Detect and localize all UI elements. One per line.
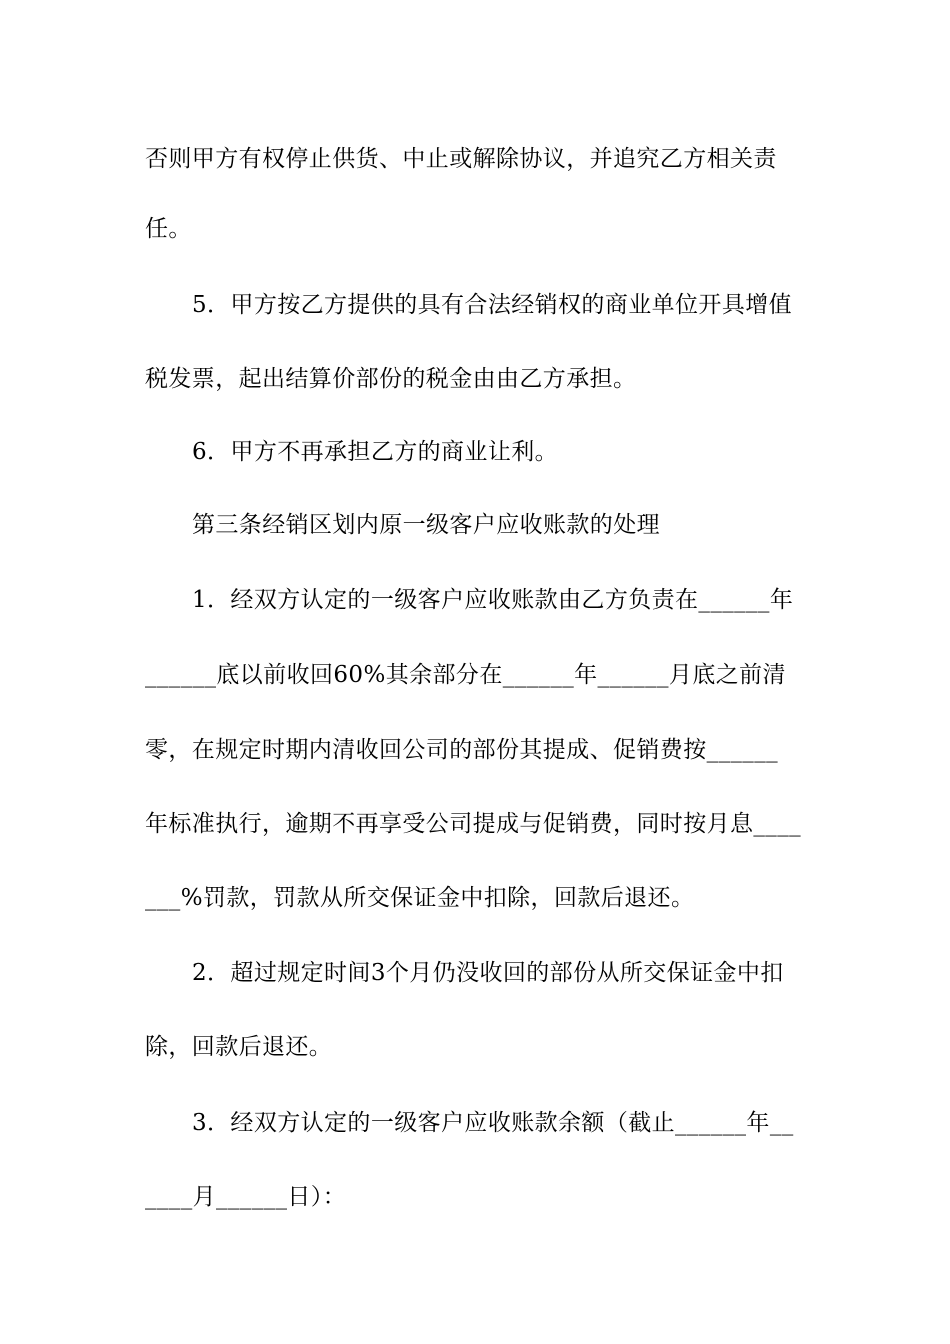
paragraph-line: ____月______日）： (145, 1184, 347, 1210)
paragraph-line: 否则甲方有权停止供货、中止或解除协议，并追究乙方相关责 (145, 146, 777, 172)
paragraph-line: 税发票，起出结算价部份的税金由由乙方承担。 (145, 366, 637, 392)
item-2-line: 2．超过规定时间3个月仍没收回的部份从所交保证金中扣 (192, 960, 784, 986)
article-3-heading: 第三条经销区划内原一级客户应收账款的处理 (192, 512, 660, 538)
clause-6-line: 6．甲方不再承担乙方的商业让利。 (192, 439, 559, 465)
paragraph-line: 除，回款后退还。 (145, 1034, 333, 1060)
paragraph-line: 任。 (145, 216, 192, 242)
paragraph-line: 年标准执行，逾期不再享受公司提成与促销费，同时按月息____ (145, 811, 801, 837)
paragraph-line: ___%罚款，罚款从所交保证金中扣除，回款后退还。 (145, 885, 695, 911)
item-1-line: 1．经双方认定的一级客户应收账款由乙方负责在______年 (192, 587, 794, 613)
paragraph-line: 零，在规定时期内清收回公司的部份其提成、促销费按______ (145, 737, 778, 763)
clause-5-line: 5．甲方按乙方提供的具有合法经销权的商业单位开具增值 (192, 292, 793, 318)
item-3-line: 3．经双方认定的一级客户应收账款余额（截止______年__ (192, 1110, 794, 1136)
paragraph-line: ______底以前收回60%其余部分在______年______月底之前清 (145, 662, 786, 688)
